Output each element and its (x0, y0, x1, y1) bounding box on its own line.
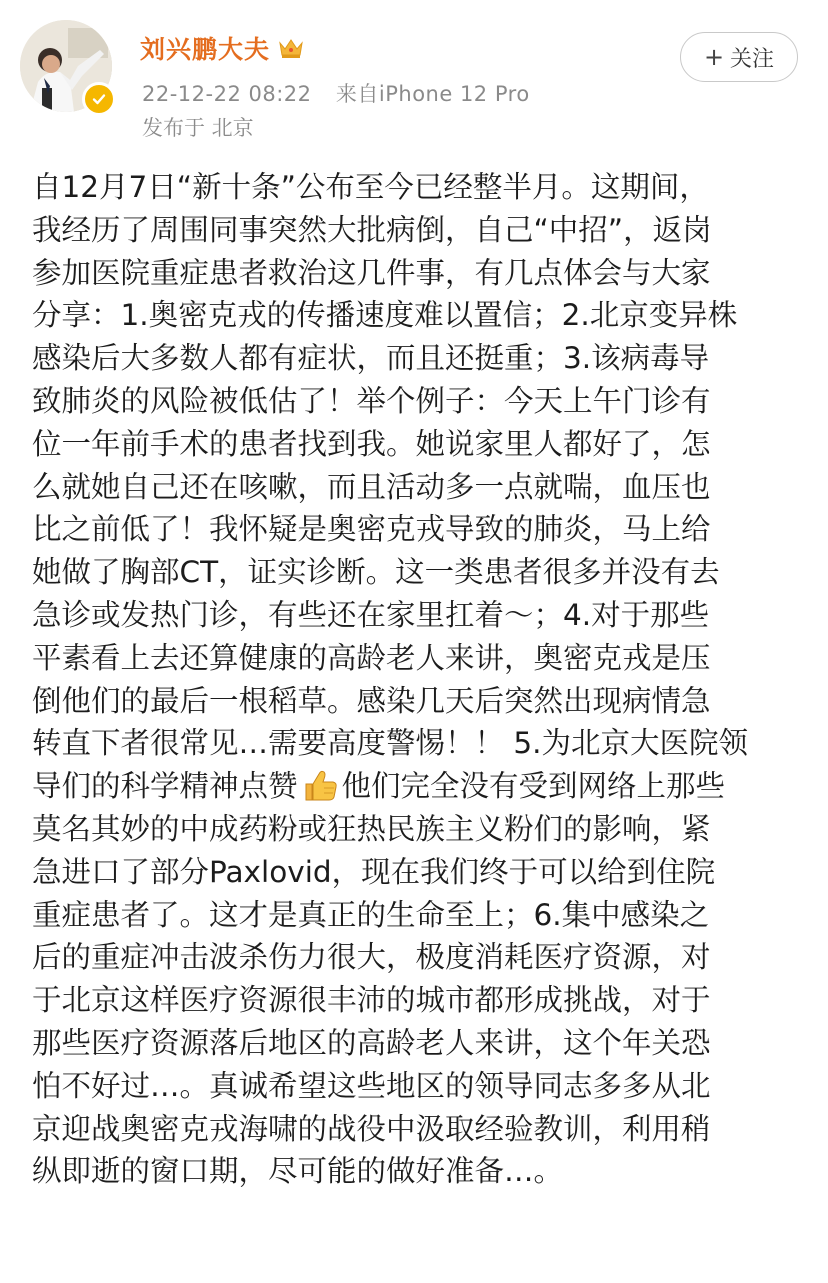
verified-badge-icon (82, 82, 116, 116)
post-line: 京迎战奥密克戎海啸的战役中汲取经验教训，利用稍 (32, 1111, 711, 1146)
post-line: 于北京这样医疗资源很丰沛的城市都形成挑战，对于 (32, 983, 711, 1018)
post-line-with-emoji (32, 765, 812, 808)
post-line: 转直下者很常见…需要高度警惕！！ 5.为北京大医院领 (32, 726, 749, 761)
post-source: 来自iPhone 12 Pro (335, 82, 530, 106)
post-time: 22-12-22 08:22 (142, 82, 312, 106)
post-line: 重症患者了。这才是真正的生命至上；6.集中感染之 (32, 897, 710, 932)
post-line: 平素看上去还算健康的高龄老人来讲，奥密克戎是压 (32, 640, 711, 675)
post-location: 发布于 北京 (142, 116, 254, 140)
post-line: 位一年前手术的患者找到我。她说家里人都好了，怎 (32, 426, 711, 461)
post-line: 我经历了周围同事突然大批病倒，自己“中招”，返岗 (32, 212, 712, 247)
post-line: 比之前低了！我怀疑是奥密克戎导致的肺炎，马上给 (32, 512, 711, 547)
crown-icon (278, 37, 304, 59)
post-line: 致肺炎的风险被低估了！举个例子：今天上午门诊有 (32, 383, 711, 418)
post-line-part: 他们完全没有受到网络上那些 (341, 769, 726, 804)
post-line: 参加医院重症患者救治这几件事，有几点体会与大家 (32, 255, 711, 290)
post-body (32, 166, 812, 1193)
thumbs-up-emoji-icon (302, 768, 338, 802)
post-line: 自12月7日“新十条”公布至今已经整半月。这期间， (32, 170, 709, 204)
post-line-part: 导们的科学精神点赞 (32, 769, 298, 804)
post-line: 急诊或发热门诊，有些还在家里扛着～；4.对于那些 (32, 597, 710, 632)
plus-icon: + (703, 43, 725, 71)
follow-label: 关注 (730, 46, 775, 72)
post-line: 她做了胸部CT，证实诊断。这一类患者很多并没有去 (32, 555, 720, 590)
follow-button[interactable] (680, 32, 798, 82)
post-meta (142, 78, 530, 108)
post-header (0, 0, 828, 160)
post-line: 纵即逝的窗口期，尽可能的做好准备…。 (32, 1154, 564, 1189)
post-line: 分享：1.奥密克戎的传播速度难以置信；2.北京变异株 (32, 298, 738, 333)
post-line: 感染后大多数人都有症状，而且还挺重；3.该病毒导 (32, 341, 710, 376)
post-line: 怕不好过…。真诚希望这些地区的领导同志多多从北 (32, 1068, 711, 1103)
post-line: 么就她自己还在咳嗽，而且活动多一点就喘，血压也 (32, 469, 711, 504)
user-name[interactable]: 刘兴鹏大夫 (140, 35, 271, 64)
post-line: 急进口了部分Paxlovid，现在我们终于可以给到住院 (32, 854, 716, 889)
post-line: 倒他们的最后一根稻草。感染几天后突然出现病情急 (32, 683, 711, 718)
user-name-row (140, 30, 304, 66)
post-line: 莫名其妙的中成药粉或狂热民族主义粉们的影响，紧 (32, 811, 711, 846)
post-line: 后的重症冲击波杀伤力很大，极度消耗医疗资源，对 (32, 940, 711, 975)
post-line: 那些医疗资源落后地区的高龄老人来讲，这个年关恐 (32, 1025, 711, 1060)
